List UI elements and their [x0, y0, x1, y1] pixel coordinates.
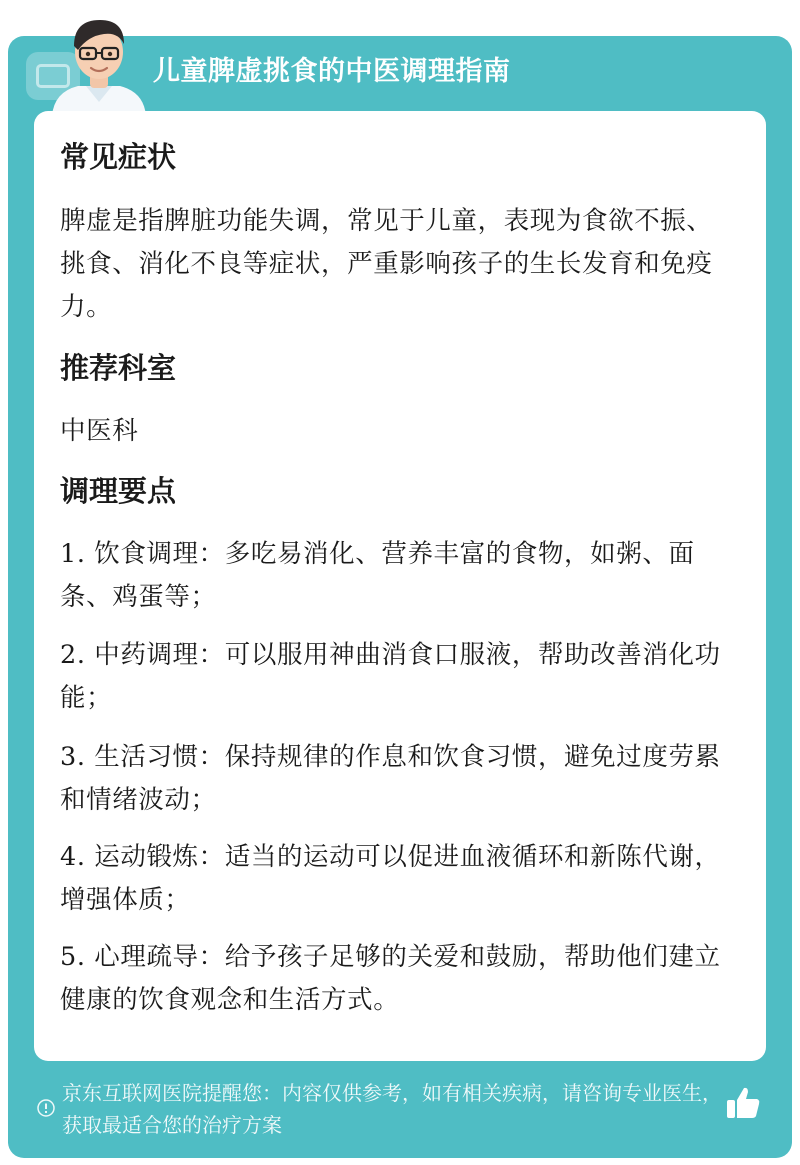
list-item — [60, 736, 732, 822]
list-item — [60, 634, 732, 720]
list-item — [60, 533, 732, 619]
item-text: 中药调理：可以服用神曲消食口服液，帮助改善消化功能； — [60, 640, 721, 713]
item-text: 运动锻炼：适当的运动可以促进血液循环和新陈代谢，增强体质； — [60, 842, 721, 915]
department-text: 中医科 — [60, 416, 139, 446]
content-card — [34, 111, 766, 1061]
item-text: 心理疏导：给予孩子足够的关爱和鼓励，帮助他们建立健康的饮食观念和生活方式。 — [60, 942, 721, 1015]
item-number: 3. — [60, 742, 86, 772]
item-number: 4. — [60, 842, 86, 872]
item-number: 1. — [60, 539, 86, 569]
page-title: 儿童脾虚挑食的中医调理指南 — [153, 56, 511, 87]
symptoms-text: 脾虚是指脾脏功能失调，常见于儿童，表现为食欲不振、挑食、消化不良等症状，严重影响孩子的生长发育和免疫力。 — [60, 206, 713, 322]
list-item — [60, 936, 732, 1022]
item-text: 饮食调理：多吃易消化、营养丰富的食物，如粥、面条、鸡蛋等； — [60, 539, 695, 612]
doctor-avatar — [44, 6, 154, 116]
list-item — [60, 836, 732, 922]
item-text: 生活习惯：保持规律的作息和饮食习惯，避免过度劳累和情绪波动； — [60, 742, 721, 815]
thumbs-up-icon[interactable] — [724, 1084, 762, 1122]
info-icon — [36, 1098, 56, 1118]
item-number: 5. — [60, 942, 86, 972]
footer-disclaimer: 京东互联网医院提醒您：内容仅供参考，如有相关疾病，请咨询专业医生，获取最适合您的治疗方案 — [62, 1081, 722, 1137]
department-heading: 推荐科室 — [60, 351, 177, 385]
symptoms-heading: 常见症状 — [60, 140, 177, 174]
tips-heading: 调理要点 — [60, 474, 177, 508]
item-number: 2. — [60, 640, 86, 670]
